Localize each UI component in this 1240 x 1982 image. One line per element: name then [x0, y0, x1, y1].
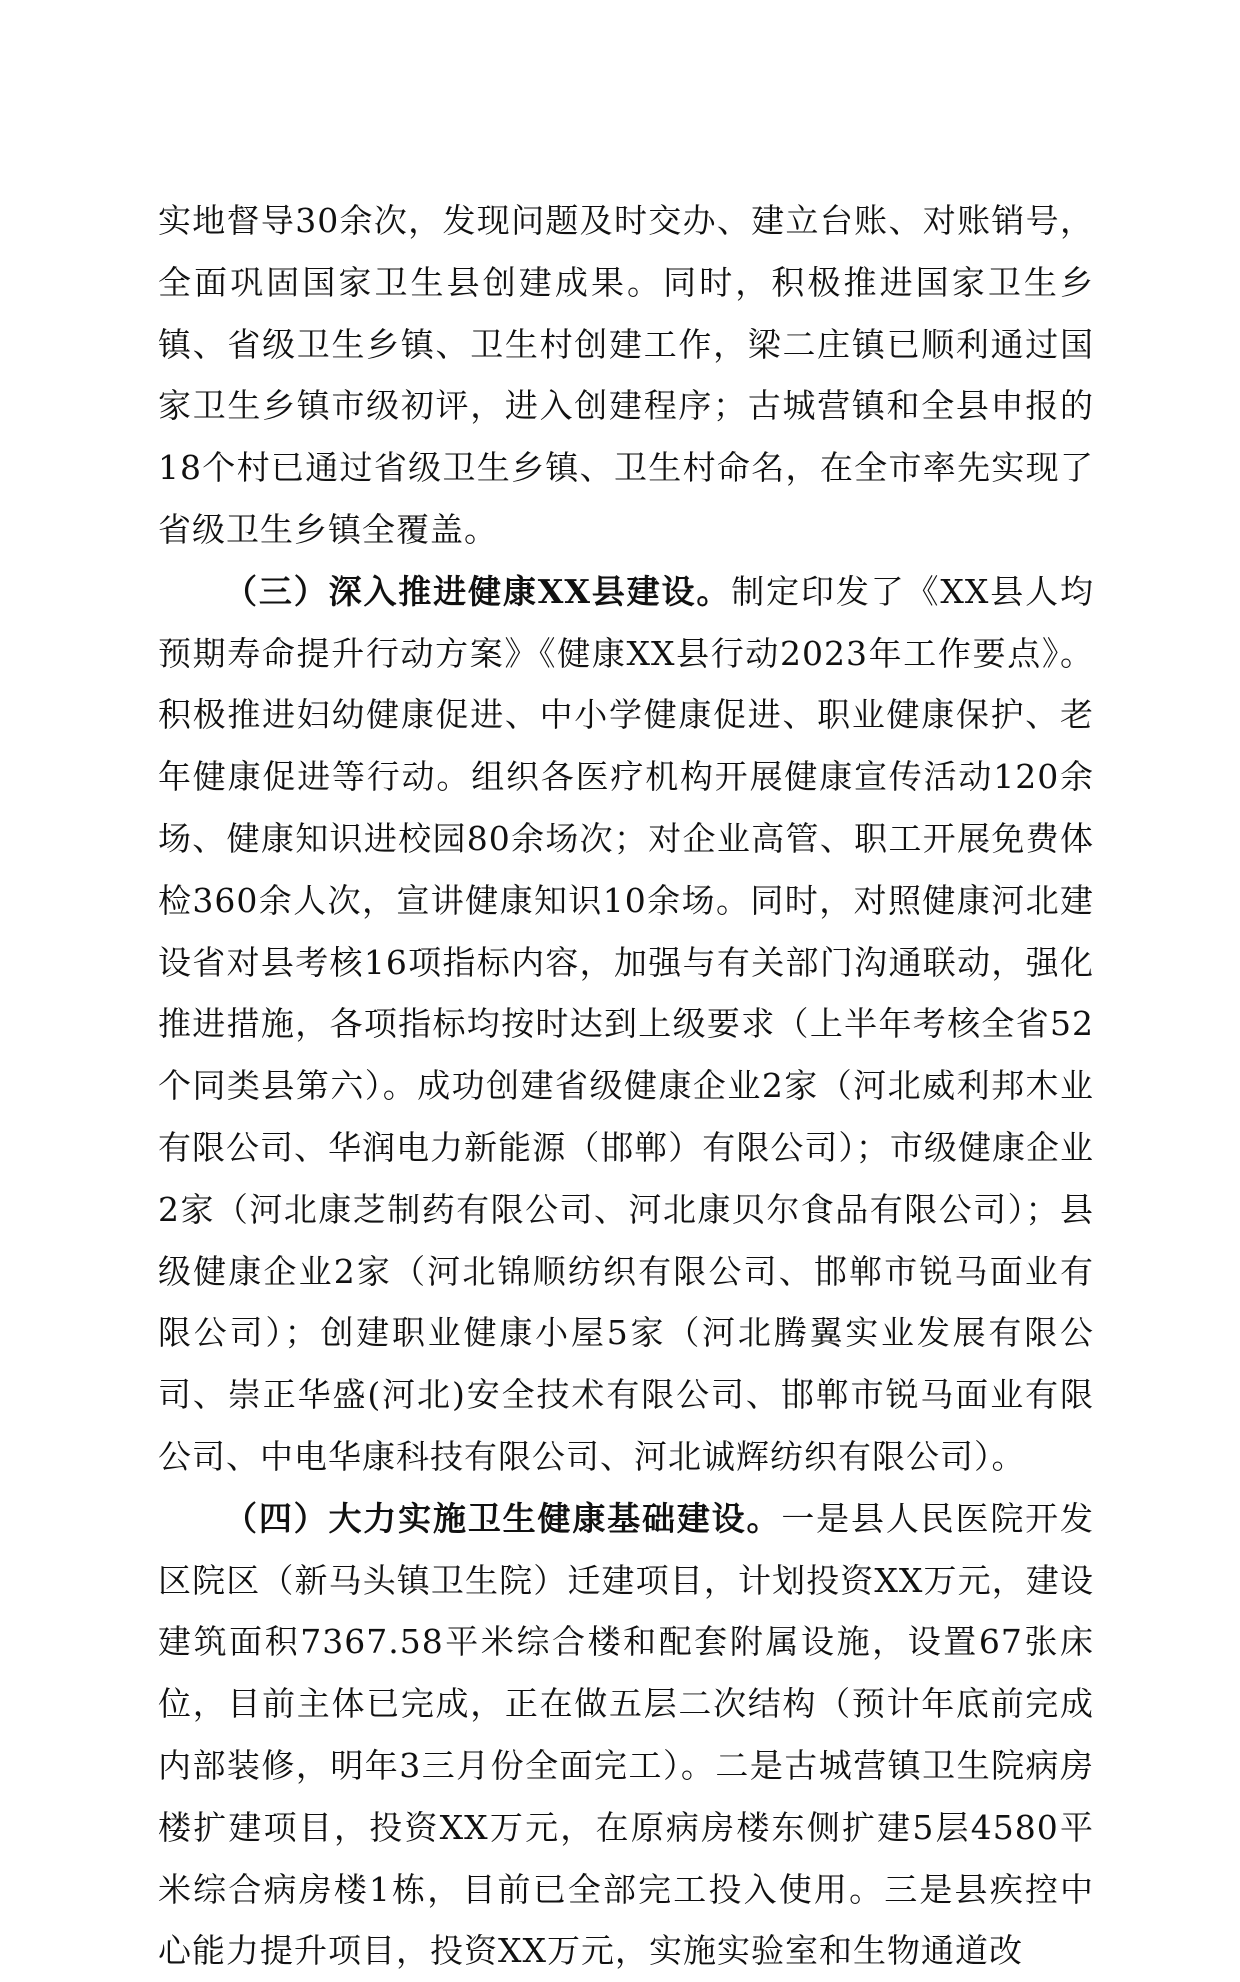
paragraph-text: 实地督导30余次，发现问题及时交办、建立台账、对账销号，全面巩固国家卫生县创建成果。同时，积极推进国家卫生乡镇、省级卫生乡镇、卫生村创建工作，梁二庄镇已顺利通过国家卫生乡镇市级初评，进入创建程序；古城营镇和全县申报的18个村已通过省级卫生乡镇、卫生村命名，在全市率先实现了省级卫生乡镇全覆盖。 — [158, 201, 1094, 549]
section-heading: （四）大力实施卫生健康基础建设。 — [224, 1498, 782, 1538]
paragraph-section-4 — [158, 1488, 1094, 1982]
paragraph-section-3 — [158, 561, 1094, 1488]
paragraph-text: 制定印发了《XX县人均预期寿命提升行动方案》《健康XX县行动2023年工作要点》。积极推进妇幼健康促进、中小学健康促进、职业健康保护、老年健康促进等行动。组织各医疗机构开展健康宣传活动120余场、健康知识进校园80余场次；对企业高管、职工开展免费体检360余人次，宣讲健康知识10余场。同时，对照健康河北建设省对县考核16项指标内容，加强与有关部门沟通联动，强化推进措施，各项指标均按时达到上级要求（上半年考核全省52个同类县第六）。成功创建省级健康企业2家（河北威利邦木业有限公司、华润电力新能源（邯郸）有限公司）；市级健康企业2家（河北康芝制药有限公司、河北康贝尔食品有限公司）；县级健康企业2家（河北锦顺纺织有限公司、邯郸市锐马面业有限公司）；创建职业健康小屋5家（河北腾翼实业发展有限公司、崇正华盛(河北)安全技术有限公司、邯郸市锐马面业有限公司、中电华康科技有限公司、河北诚辉纺织有限公司）。 — [158, 571, 1094, 1476]
paragraph-continued — [158, 190, 1094, 561]
document-page — [158, 190, 1094, 1982]
section-heading: （三）深入推进健康XX县建设。 — [224, 571, 732, 611]
paragraph-text: 一是县人民医院开发区院区（新马头镇卫生院）迁建项目，计划投资XX万元，建设建筑面积7367.58平米综合楼和配套附属设施，设置67张床位，目前主体已完成，正在做五层二次结构（预计年底前完成内部装修，明年3三月份全面完工）。二是古城营镇卫生院病房楼扩建项目，投资XX万元，在原病房楼东侧扩建5层4580平米综合病房楼1栋，目前已全部完工投入使用。三是县疾控中心能力提升项目，投资XX万元，实施实验室和生物通道改 — [158, 1498, 1095, 1971]
